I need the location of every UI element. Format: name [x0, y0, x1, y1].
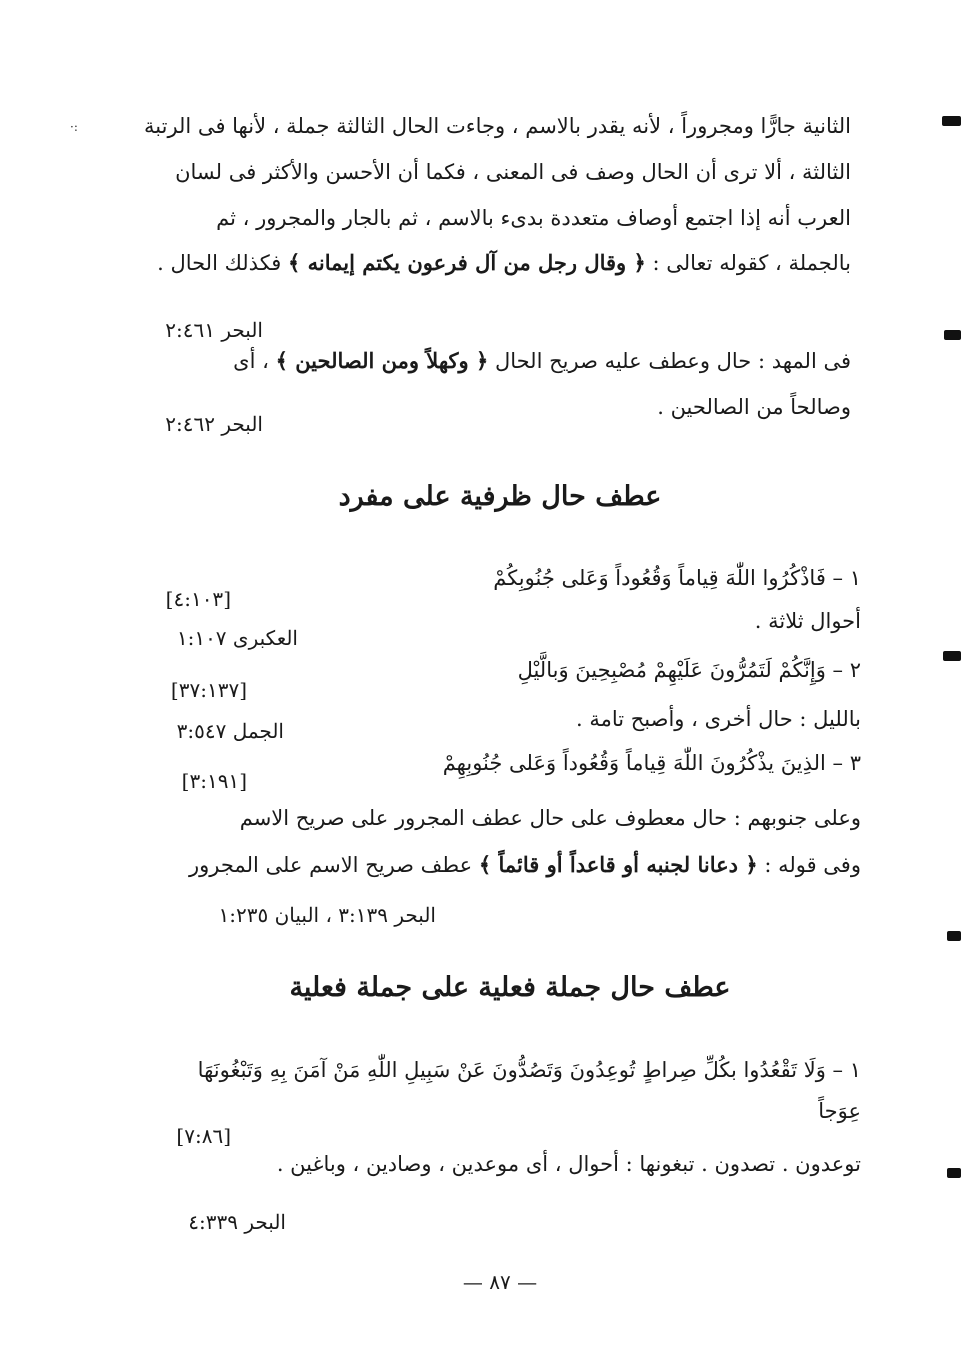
verse-reference: [٣٧:١٣٧]	[170, 678, 247, 702]
paragraph-line: العرب أنه إذا اجتمع أوصاف متعددة بدىء بالاسم ، ثم بالجار والمجرور ، ثم	[216, 206, 851, 230]
verse-reference: [٤:١٠٣]	[165, 587, 231, 611]
quran-verse: ١ – فَاذْكُرُوا اللّٰهَ قِياماً وَقُعُوداً وَعَلى جُنُوبِكُمْ	[493, 566, 861, 590]
source-reference: البحر ٣:١٣٩ ، البيان ١:٢٣٥	[218, 903, 436, 927]
paragraph-line: الثالثة ، ألا ترى أن الحال وصف فى المعنى ، فكما أن الأحسن والأكثر فى لسان	[175, 160, 851, 184]
scan-edge-mark	[947, 1168, 961, 1178]
note-line	[131, 850, 861, 880]
paragraph-text: فى المهد : حال وعطف عليه صريح الحال	[488, 349, 851, 373]
quran-verse: ٣ – الذِينَ يذْكُرُونَ اللّٰهَ قِياماً وَقُعُوداً وَعَلى جُنُوبِهِمْ	[442, 751, 861, 775]
verse-reference: [٣:١٩١]	[181, 769, 247, 793]
section-heading: عطف حال جملة فعلية على جملة فعلية	[289, 972, 731, 1003]
verse-reference: [٧:٨٦]	[176, 1124, 231, 1148]
quran-quote: ﴿ وكهلاً ومن الصالحين ﴾	[275, 348, 489, 373]
scan-edge-mark	[943, 651, 961, 661]
note-line: وعلى جنوبهم : حال معطوف على حال عطف المجرور على صريح الاسم	[239, 806, 861, 830]
scan-dots: ·:	[70, 120, 78, 134]
source-reference: البحر ٤:٣٣٩	[188, 1210, 286, 1234]
paragraph-text: بالجملة ، كقوله تعالى :	[645, 251, 851, 275]
quran-quote: ﴿ وقال رجل من آل فرعون يكتم إيمانه ﴾	[288, 250, 646, 275]
paragraph-text: فكذلك الحال .	[157, 251, 289, 275]
note-line: توعدون . تصدون . تبغونها : أحوال ، أى موعدين ، وصادين ، وباغين .	[276, 1152, 861, 1176]
paragraph-line	[131, 346, 851, 376]
quran-quote: ﴿ دعانا لجنبه أو قاعداً أو قائماً ﴾	[478, 852, 758, 877]
scan-edge-mark	[944, 330, 961, 340]
paragraph-line: وصالحاً من الصالحين .	[657, 395, 851, 419]
quran-verse: عِوَجاً	[818, 1099, 861, 1123]
page-number: — ٨٧ —	[462, 1270, 538, 1294]
scan-edge-mark	[947, 931, 961, 941]
quran-verse: ٢ – وَإِنَّكُمْ لَتَمُرُّونَ عَلَيْهِمْ مُصْبِحِينَ وَبالَّيْلِ	[517, 658, 861, 682]
source-reference: البحر ٢:٤٦١	[165, 318, 263, 342]
section-heading: عطف حال ظرفية على مفرد	[338, 481, 662, 512]
note-text: عطف صريح الاسم على المجرور	[189, 853, 479, 877]
quran-verse: ١ – وَلَا تَقْعُدُوا بكُلِّ صِراطٍ تُوعِدُونَ وَتَصُدُّونَ عَنْ سَبِيلِ اللّٰهِ مَنْ آمَنَ بِهِ وَتَبْغُونَهَا	[197, 1058, 861, 1082]
source-reference: البحر ٢:٤٦٢	[165, 412, 263, 436]
paragraph-line: الثانية جارًّا ومجروراً ، لأنه يقدر بالاسم ، وجاءت الحال الثالثة جملة ، لأنها فى الرتبة	[144, 114, 851, 138]
note-text: وفى قوله :	[757, 853, 861, 877]
note-line: بالليل : حال أخرى ، وأصبح تامة .	[575, 707, 861, 731]
source-reference: الجمل ٣:٥٤٧	[176, 719, 284, 743]
source-reference: العكبرى ١:١٠٧	[176, 626, 298, 650]
note-line: أحوال ثلاثة .	[754, 609, 861, 633]
paragraph-line	[131, 248, 851, 278]
paragraph-text: ، أى	[233, 349, 276, 373]
scan-edge-mark	[942, 116, 961, 126]
